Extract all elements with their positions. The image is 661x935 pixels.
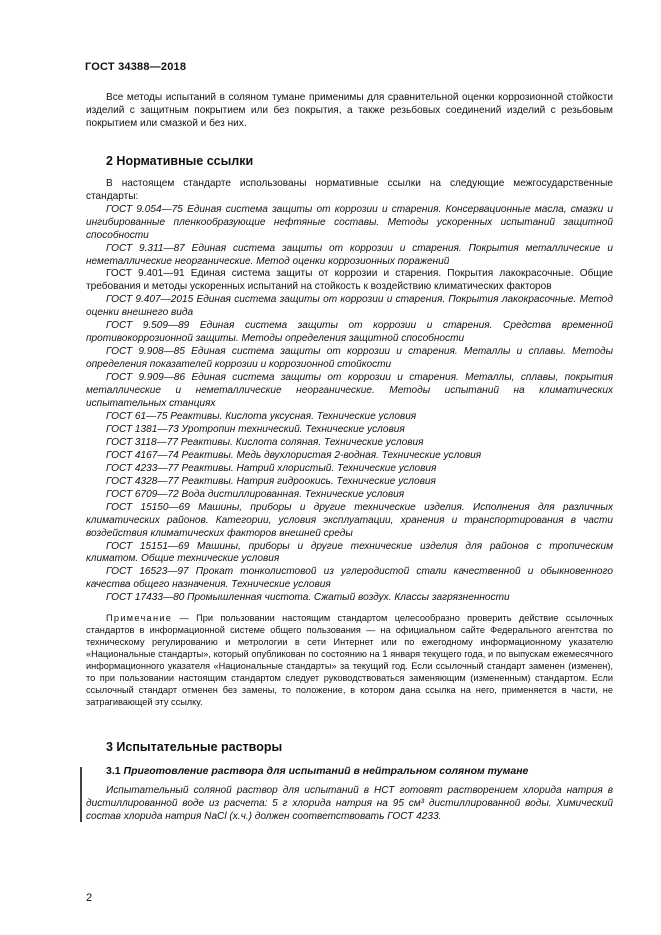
reference-item: ГОСТ 9.401—91 Единая система защиты от коррозии и старения. Покрытия лакокрасочные. Общие требования и методы ускоренных испытаний на стойкость к воздействию климатических факторов [86,268,613,293]
change-block [86,765,613,824]
reference-item: ГОСТ 1381—73 Уротропин технический. Технические условия [106,423,405,435]
subsection-number: 3.1 [106,765,121,778]
page-content [86,92,613,824]
subsection-3-1-body: Испытательный соляной раствор для испытаний в НСТ готовят растворением хлорида натрия в дистиллированной воде из расчета: 5 г хлорида натрия на 95 см³ дистиллированной воды. Химический состав хлорида натрия NaCl (х.ч.) должен соответствовать ГОСТ 4233. [86,785,613,823]
reference-item: ГОСТ 9.908—85 Единая система защиты от коррозии и старения. Металлы и сплавы. Методы определения показателей коррозии и коррозионной стойкости [86,346,613,371]
reference-item: ГОСТ 16523—97 Прокат тонколистовой из углеродистой стали качественной и обыкновенного качества общего назначения. Технические условия [86,566,613,591]
note-paragraph [86,613,613,708]
reference-item: ГОСТ 9.509—89 Единая система защиты от коррозии и старения. Средства временной противокоррозионной защиты. Методы определения защитной способности [86,320,613,345]
reference-item: ГОСТ 4233—77 Реактивы. Натрий хлористый. Технические условия [106,462,437,474]
reference-item: ГОСТ 61—75 Реактивы. Кислота уксусная. Технические условия [106,410,417,422]
reference-item: ГОСТ 15150—69 Машины, приборы и другие технические изделия. Исполнения для различных климатических районов. Категории, условия эксплуатации, хранения и транспортирования в части воздействия климатических факторов внешней среды [86,501,613,539]
page-number: 2 [86,892,93,904]
reference-item: ГОСТ 15151—69 Машины, приборы и другие технические изделия для районов с тропическим климатом. Общие технические условия [86,540,613,565]
note-text: — При пользовании настоящим стандартом целесообразно проверить действие ссылочных стандартов в информационной системе общего пользования — на официальном сайте Федерального агентства по техническому регулированию и метрологии в сети Интернет или по ежегодному информационному указателю «Национальные стандарты», который опубликован по состоянию на 1 января текущего года, и по выпускам ежемесячного информационного указателя «Национальные стандарты» за текущий год. Если ссылочный стандарт заменен (изменен), то при пользовании настоящим стандартом следует руководствоваться заменяющим (измененным) стандартом. Если ссылочный стандарт отменен без замены, то положение, в котором дана ссылка на него, применяется в части, не затрагивающей эту ссылку. [86,613,613,707]
change-bar [80,767,82,822]
reference-item: ГОСТ 6709—72 Вода дистиллированная. Технические условия [106,488,405,500]
reference-item: ГОСТ 4328—77 Реактивы. Натрия гидроокись. Технические условия [106,475,436,487]
reference-item: ГОСТ 9.054—75 Единая система защиты от коррозии и старения. Консервационные масла, смазки и ингибированные пленкообразующие нефтяные составы. Методы ускоренных испытаний защитной способности [86,203,613,241]
reference-item: ГОСТ 3118—77 Реактивы. Кислота соляная. Технические условия [106,436,424,448]
section-2-intro: В настоящем стандарте использованы нормативные ссылки на следующие межгосударственные стандарты: [86,177,613,202]
section-3-title: 3 Испытательные растворы [106,739,283,754]
intro-paragraph: Все методы испытаний в соляном тумане применимы для сравнительной оценки коррозионной стойкости изделий с защитным покрытием или без покрытия, а также резьбовых соединений изделий с резьбовым покрытием или смазкой и без них. [86,92,613,129]
document-header: ГОСТ 34388—2018 [85,61,187,73]
reference-item: ГОСТ 9.311—87 Единая система защиты от коррозии и старения. Покрытия металлические и неметаллические неорганические. Метод оценки коррозионных поражений [86,242,613,267]
subsection-3-1-title [86,765,613,778]
note-label: Примечание [106,613,173,624]
reference-item: ГОСТ 9.407—2015 Единая система защиты от коррозии и старения. Покрытия лакокрасочные. Метод оценки внешнего вида [86,294,613,319]
section-2-title: 2 Нормативные ссылки [106,153,254,168]
subsection-title-text: Приготовление раствора для испытаний в нейтральном соляном тумане [123,765,529,778]
reference-item: ГОСТ 4167—74 Реактивы. Медь двухлористая 2-водная. Технические условия [106,449,482,461]
reference-item: ГОСТ 17433—80 Промышленная чистота. Сжатый воздух. Классы загрязненности [106,592,510,604]
reference-item: ГОСТ 9.909—86 Единая система защиты от коррозии и старения. Металлы, сплавы, покрытия металлические и неметаллические неорганические. Методы испытаний на климатических испытательных станциях [86,372,613,410]
